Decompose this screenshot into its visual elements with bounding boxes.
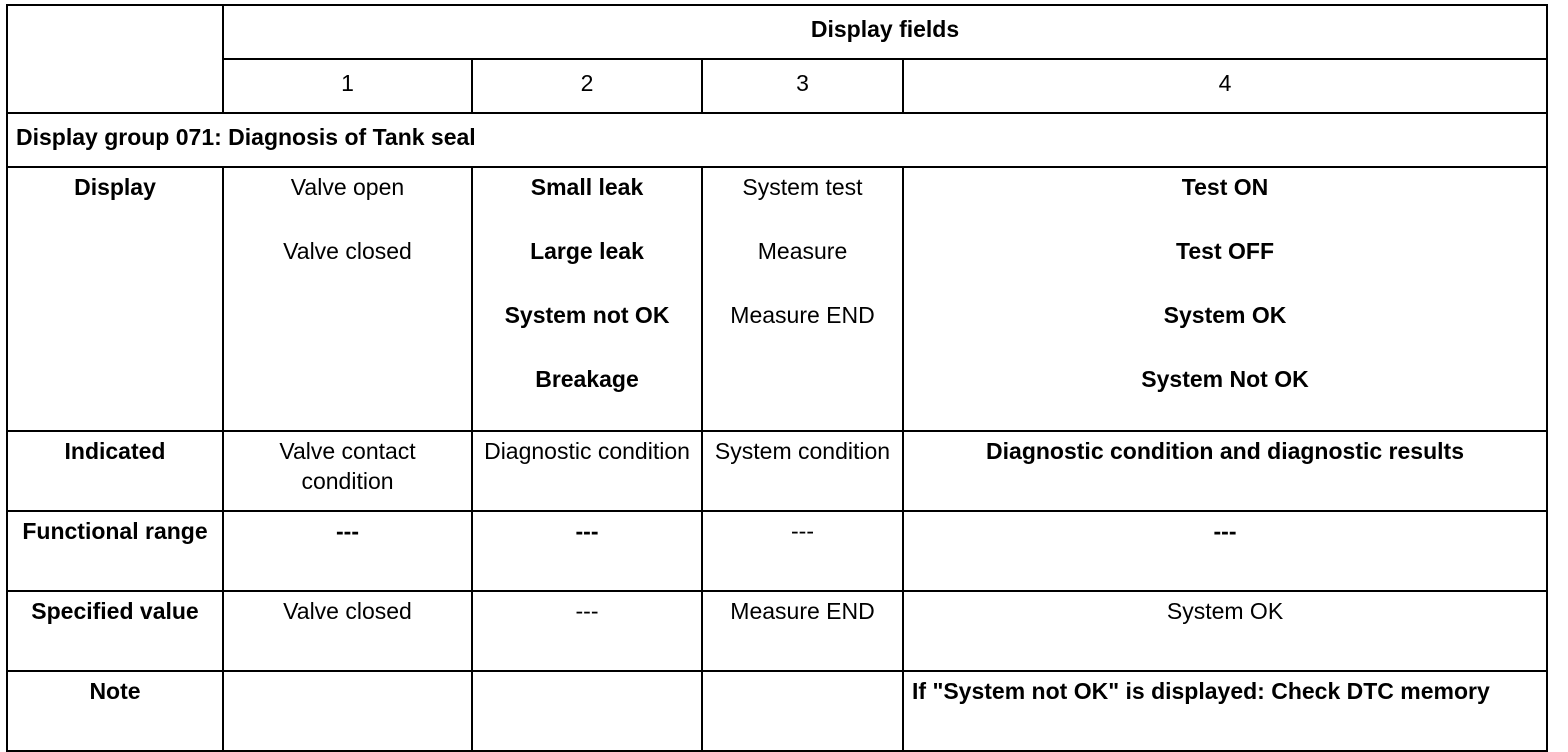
column-number-3: 3 xyxy=(702,59,903,113)
display-col1-value: Valve closed xyxy=(283,238,412,264)
display-col4-value: Test OFF xyxy=(1176,238,1274,264)
table-row-display xyxy=(7,167,1547,431)
display-col1-value: Valve open xyxy=(290,174,405,200)
diagnosis-table xyxy=(6,4,1548,752)
indicated-col4: Diagnostic condition and diagnostic results xyxy=(903,431,1547,511)
display-col3-value: Measure END xyxy=(730,302,875,328)
table-row-specified-value xyxy=(7,591,1547,671)
group-title-row xyxy=(7,113,1547,167)
display-group-title: Display group 071: Diagnosis of Tank seal xyxy=(7,113,1547,167)
row-label-functional-range: Functional range xyxy=(7,511,223,591)
table-row-functional-range xyxy=(7,511,1547,591)
display-col2-value: Small leak xyxy=(530,174,644,200)
functional-range-col1: --- xyxy=(223,511,472,591)
row-label-note: Note xyxy=(7,671,223,751)
column-number-2: 2 xyxy=(472,59,702,113)
display-col4-cell xyxy=(903,167,1547,431)
header-row-numbers xyxy=(7,59,1547,113)
note-col1 xyxy=(223,671,472,751)
table-row-indicated xyxy=(7,431,1547,511)
note-col4: If "System not OK" is displayed: Check DTC memory xyxy=(903,671,1547,751)
display-fields-header: Display fields xyxy=(223,5,1547,59)
specified-value-col4: System OK xyxy=(903,591,1547,671)
indicated-col3: System condition xyxy=(702,431,903,511)
display-col2-cell xyxy=(472,167,702,431)
functional-range-col4: --- xyxy=(903,511,1547,591)
indicated-col2: Diagnostic condition xyxy=(472,431,702,511)
display-col2-value: System not OK xyxy=(504,302,670,328)
specified-value-col3: Measure END xyxy=(702,591,903,671)
row-label-indicated: Indicated xyxy=(7,431,223,511)
column-number-1: 1 xyxy=(223,59,472,113)
specified-value-col2: --- xyxy=(472,591,702,671)
note-col2 xyxy=(472,671,702,751)
functional-range-col3: --- xyxy=(702,511,903,591)
display-col4-value: System OK xyxy=(1163,302,1287,328)
row-label-display: Display xyxy=(7,167,223,431)
row-label-specified-value: Specified value xyxy=(7,591,223,671)
column-number-4: 4 xyxy=(903,59,1547,113)
table-container xyxy=(6,4,1548,752)
display-col3-value: Measure xyxy=(757,238,848,264)
display-col3-cell xyxy=(702,167,903,431)
display-col4-value: Test ON xyxy=(1181,174,1269,200)
functional-range-col2: --- xyxy=(472,511,702,591)
table-row-note xyxy=(7,671,1547,751)
display-col2-value: Large leak xyxy=(530,238,644,264)
specified-value-col1: Valve closed xyxy=(223,591,472,671)
header-empty-cell xyxy=(7,5,223,113)
display-col4-value: System Not OK xyxy=(1141,366,1309,392)
header-row-fields xyxy=(7,5,1547,59)
indicated-col1: Valve contact condition xyxy=(223,431,472,511)
note-col3 xyxy=(702,671,903,751)
display-col2-value: Breakage xyxy=(535,366,639,392)
display-col1-cell xyxy=(223,167,472,431)
display-col3-value: System test xyxy=(742,174,863,200)
